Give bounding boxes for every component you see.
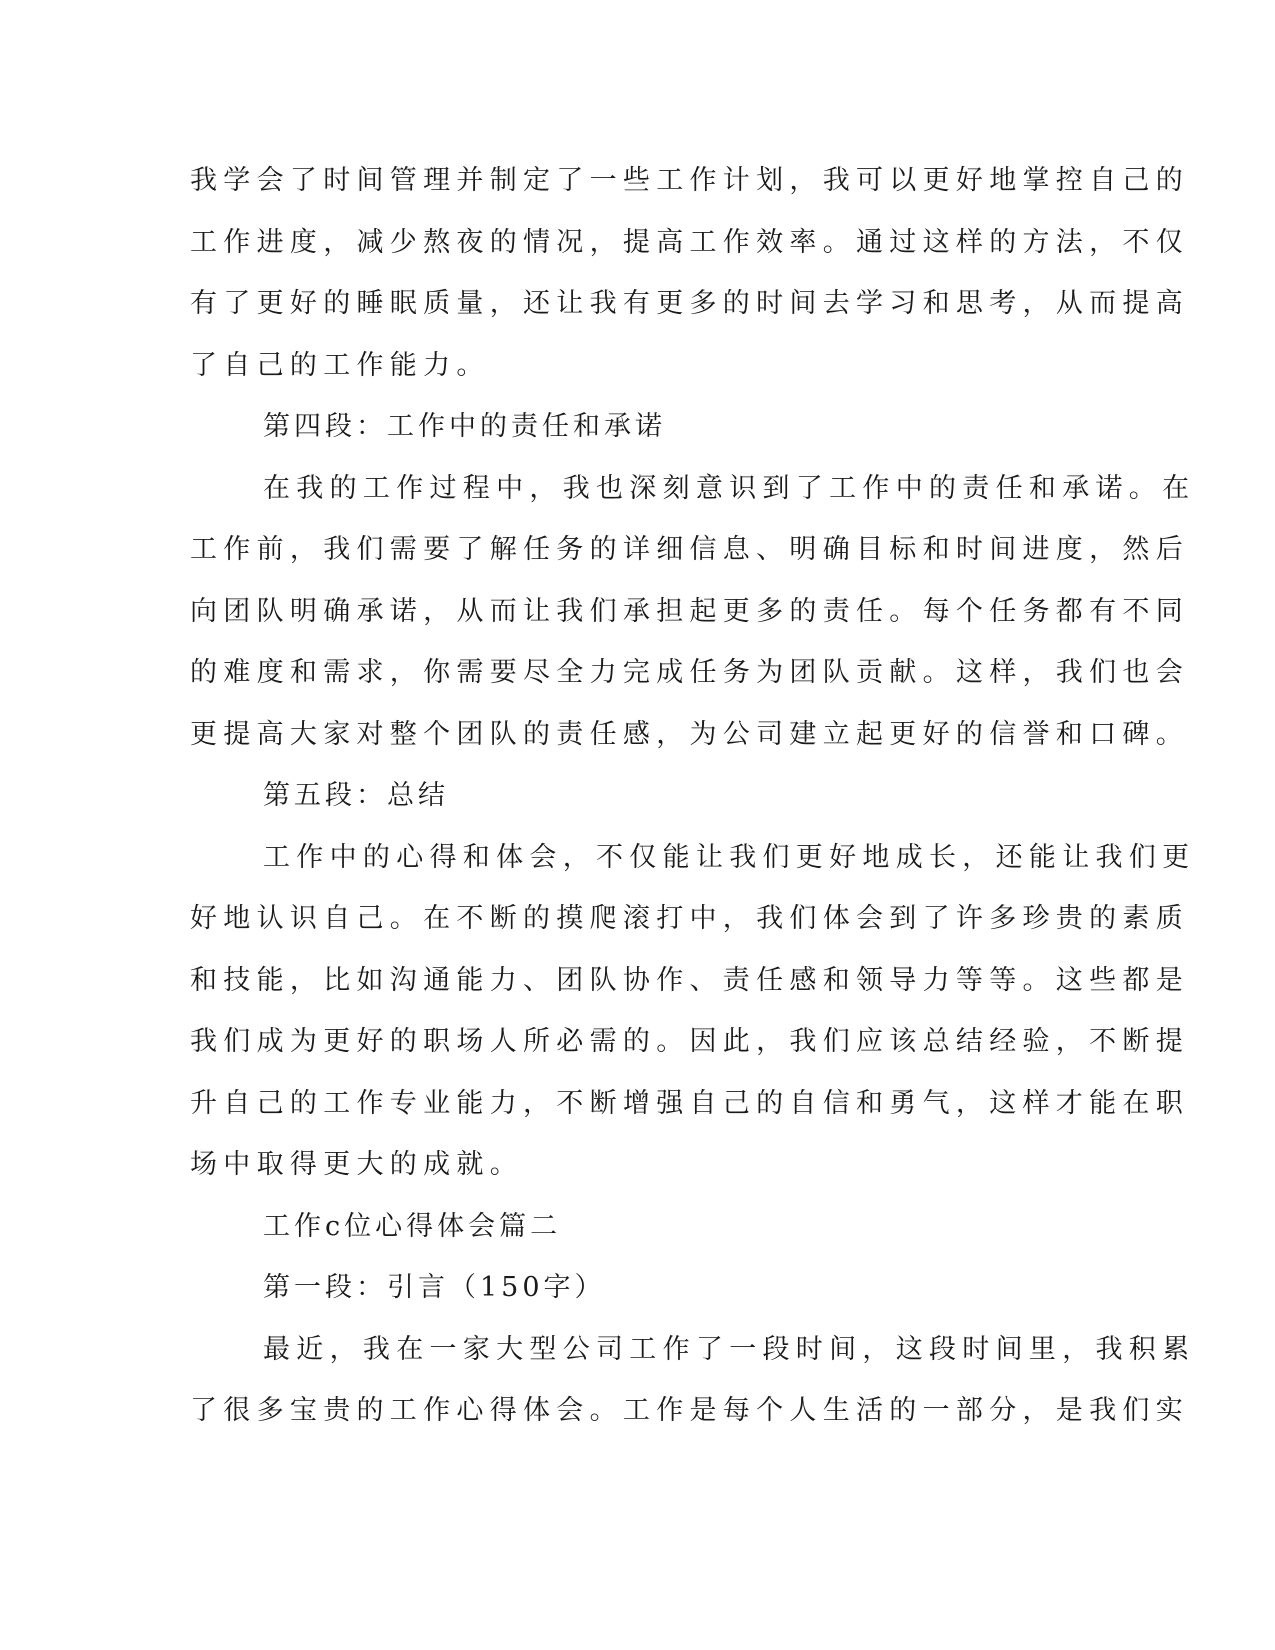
paragraph-line: 升自己的工作专业能力，不断增强自己的自信和勇气，这样才能在职 — [190, 1087, 1189, 1119]
paragraph-line: 和技能，比如沟通能力、团队协作、责任感和领导力等等。这些都是 — [190, 964, 1189, 996]
paragraph-line: 我学会了时间管理并制定了一些工作计划，我可以更好地掌控自己的 — [190, 165, 1189, 196]
paragraph-line: 有了更好的睡眠质量，还让我有更多的时间去学习和思考，从而提高 — [190, 288, 1189, 319]
paragraph-line: 工作进度，减少熬夜的情况，提高工作效率。通过这样的方法，不仅 — [190, 226, 1189, 258]
paragraph-line: 了很多宝贵的工作心得体会。工作是每个人生活的一部分，是我们实 — [190, 1395, 1189, 1426]
article-title-part-two: 工作c位心得体会篇二 — [263, 1210, 562, 1242]
paragraph-line: 工作中的心得和体会，不仅能让我们更好地成长，还能让我们更 — [263, 841, 1196, 873]
paragraph-line: 工作前，我们需要了解任务的详细信息、明确目标和时间进度，然后 — [190, 534, 1189, 565]
section-heading-1: 第一段：引言（150字） — [263, 1272, 606, 1303]
paragraph-line: 在我的工作过程中，我也深刻意识到了工作中的责任和承诺。在 — [263, 472, 1196, 504]
document-body — [190, 161, 1196, 1453]
paragraph-line: 我们成为更好的职场人所必需的。因此，我们应该总结经验，不断提 — [190, 1026, 1189, 1057]
section-heading-5: 第五段：总结 — [263, 780, 449, 811]
paragraph-line: 向团队明确承诺，从而让我们承担起更多的责任。每个任务都有不同 — [190, 595, 1189, 627]
paragraph-line: 场中取得更大的成就。 — [190, 1149, 523, 1180]
paragraph-line: 了自己的工作能力。 — [190, 349, 490, 381]
paragraph-line: 更提高大家对整个团队的责任感，为公司建立起更好的信誉和口碑。 — [190, 718, 1189, 750]
paragraph-line: 的难度和需求，你需要尽全力完成任务为团队贡献。这样，我们也会 — [190, 657, 1189, 688]
paragraph-line: 好地认识自己。在不断的摸爬滚打中，我们体会到了许多珍贵的素质 — [190, 903, 1189, 934]
paragraph-line: 最近，我在一家大型公司工作了一段时间，这段时间里，我积累 — [263, 1333, 1196, 1365]
section-heading-4: 第四段：工作中的责任和承诺 — [263, 411, 666, 442]
